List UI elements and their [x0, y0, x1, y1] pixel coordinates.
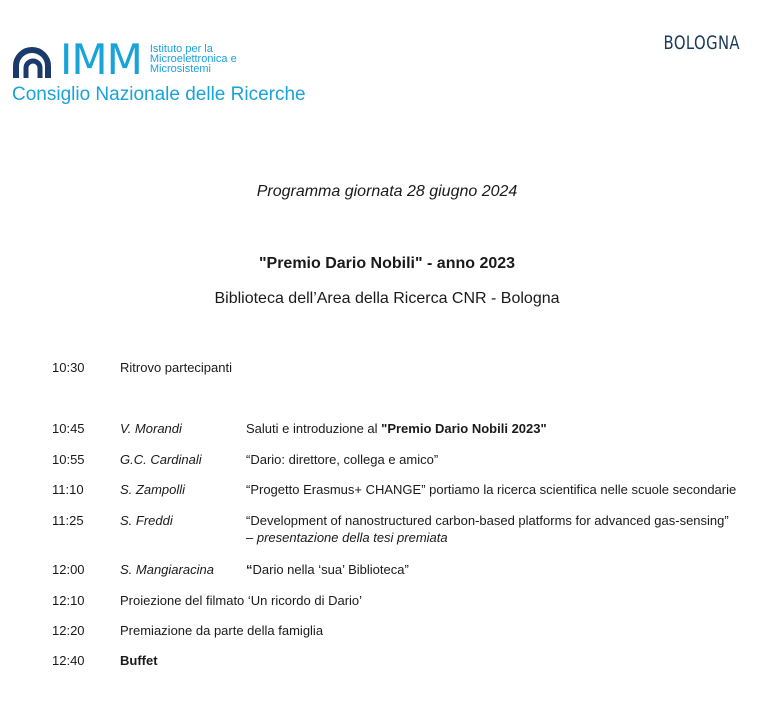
schedule-speaker: V. Morandi: [120, 421, 182, 436]
schedule-text: “Progetto Erasmus+ CHANGE” portiamo la ricerca scientifica nelle scuole secondarie: [246, 482, 737, 497]
schedule-text: “Dario nella ‘sua’ Biblioteca”: [246, 562, 409, 577]
schedule-time: 10:30: [52, 360, 85, 375]
schedule-speaker: S. Mangiaracina: [120, 562, 214, 577]
logo-institute-text: Istituto per la Microelettronica e Microsistemi: [149, 43, 237, 75]
schedule-text: Premiazione da parte della famiglia: [120, 623, 324, 638]
schedule-text: Ritrovo partecipanti: [120, 360, 232, 375]
schedule-subtext: – presentazione della tesi premiata: [246, 530, 448, 545]
schedule-speaker: S. Zampolli: [120, 482, 186, 497]
schedule-time: 12:40: [52, 653, 85, 668]
schedule-text: “Development of nanostructured carbon-based platforms for advanced gas-sensing” – presentazione della tesi premiata: [246, 513, 729, 545]
schedule-text: Proiezione del filmato ‘Un ricordo di Dario’: [120, 593, 363, 608]
city-label: BOLOGNA: [663, 32, 740, 54]
schedule-time: 12:10: [52, 593, 85, 608]
schedule-text: Saluti e introduzione al "Premio Dario Nobili 2023": [246, 421, 547, 436]
schedule-time: 12:20: [52, 623, 85, 638]
logo-imm-text: IMM: [60, 35, 142, 84]
schedule-time: 10:45: [52, 421, 85, 436]
prize-title: "Premio Dario Nobili" - anno 2023: [258, 255, 516, 272]
venue-line: Biblioteca dell’Area della Ricerca CNR - Bologna: [214, 290, 560, 307]
schedule-time: 11:25: [52, 513, 84, 528]
program-date-title: Programma giornata 28 giugno 2024: [256, 183, 518, 200]
schedule-text: Buffet: [120, 653, 158, 668]
schedule-time: 10:55: [52, 452, 85, 467]
logo-cnr-text: Consiglio Nazionale delle Ricerche: [12, 84, 306, 105]
schedule-speaker: S. Freddi: [120, 513, 173, 528]
schedule-speaker: G.C. Cardinali: [120, 452, 202, 467]
schedule-time: 12:00: [52, 562, 85, 577]
schedule-time: 11:10: [52, 482, 84, 497]
schedule-text: “Dario: direttore, collega e amico”: [246, 452, 439, 467]
